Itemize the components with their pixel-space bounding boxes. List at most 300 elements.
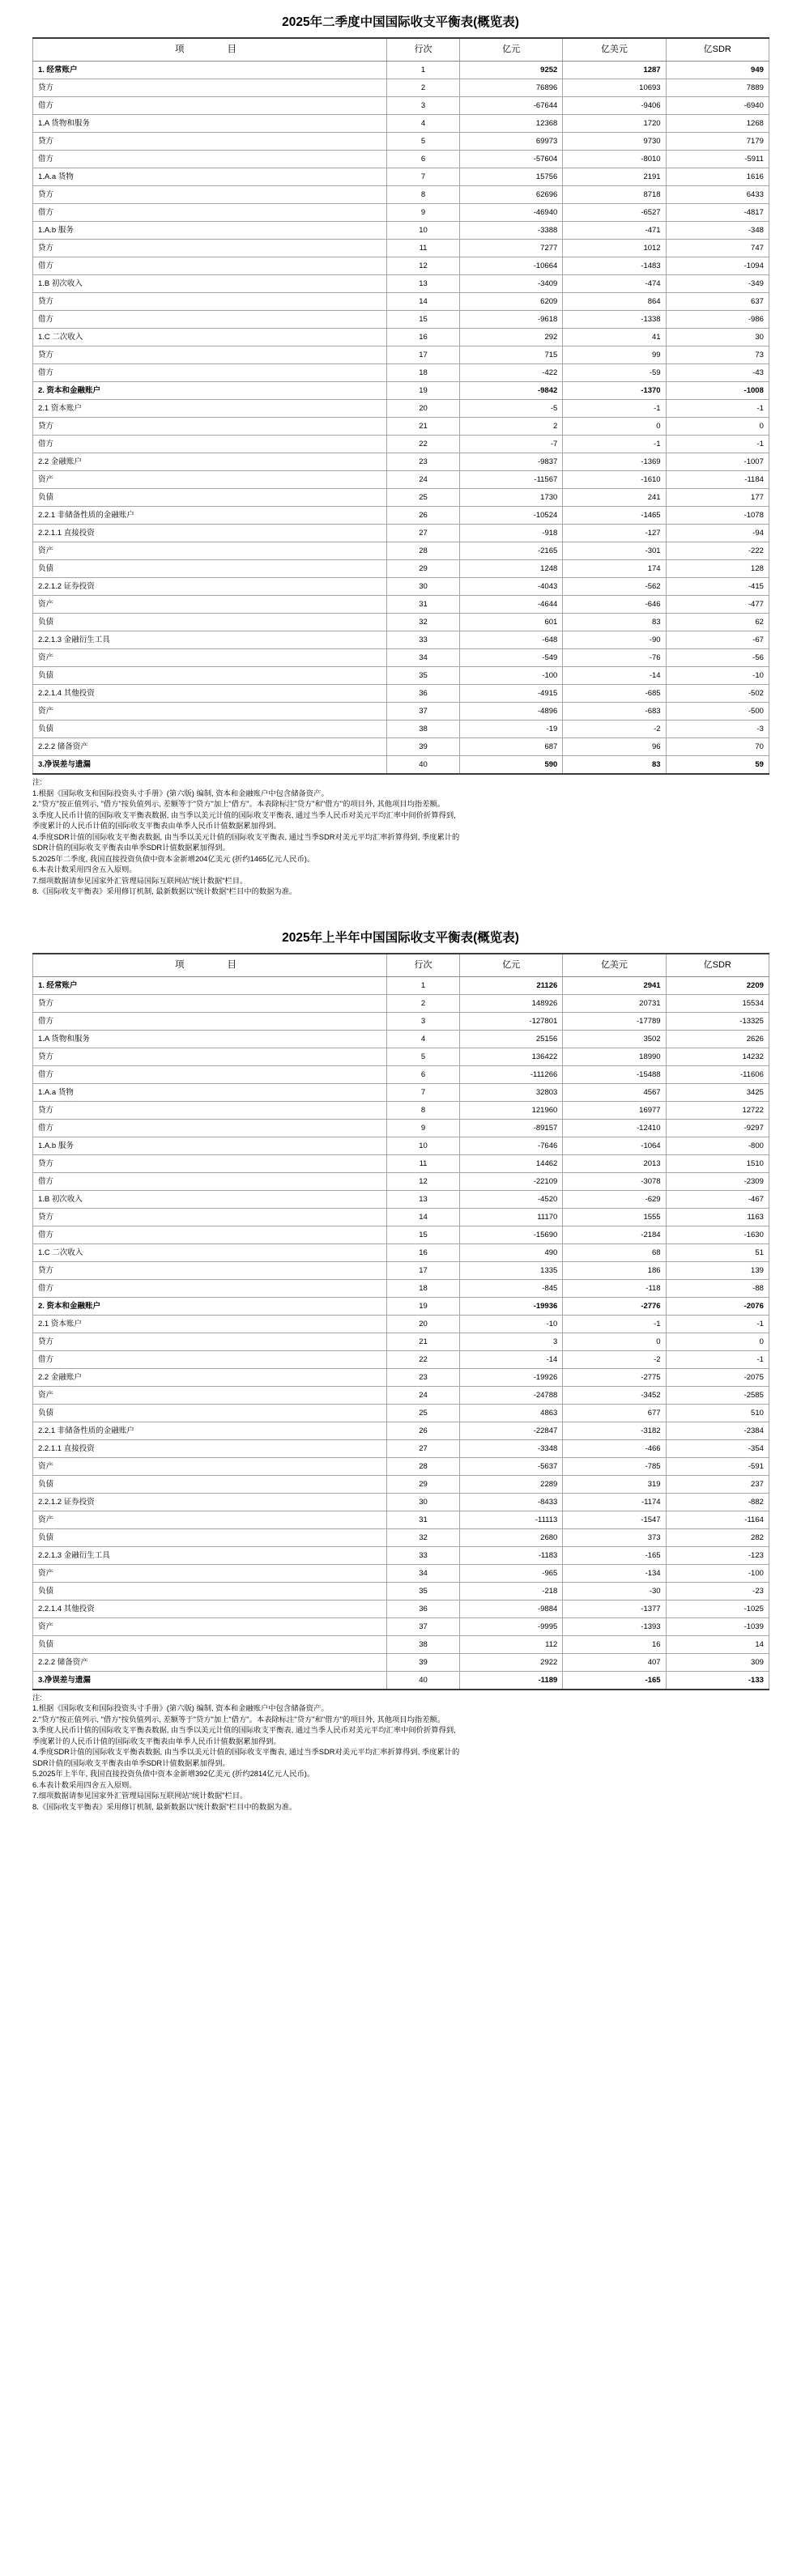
row-value-usd: 96 — [563, 738, 666, 756]
row-line-number: 37 — [387, 703, 460, 721]
row-line-number: 18 — [387, 1279, 460, 1297]
table-row — [33, 1208, 769, 1226]
table-row — [33, 1315, 769, 1333]
row-line-number: 19 — [387, 382, 460, 400]
column-header-sdr: 亿SDR — [666, 38, 769, 62]
row-item-label: 贷方 — [33, 346, 387, 364]
row-value-cny: -9837 — [460, 453, 563, 471]
row-line-number: 1 — [387, 62, 460, 79]
table-row — [33, 578, 769, 596]
bop-table-block — [0, 909, 801, 1813]
row-value-cny: 490 — [460, 1243, 563, 1261]
row-item-label: 2.2.1.3 金融衍生工具 — [33, 1546, 387, 1564]
table-row — [33, 1386, 769, 1404]
row-value-usd: -134 — [563, 1564, 666, 1582]
row-line-number: 40 — [387, 1671, 460, 1690]
note-line: 1.根据《国际收支和国际投资头寸手册》(第六版) 编制, 资本和金融账户中包含储备资产。 — [32, 789, 329, 797]
row-value-cny: 7277 — [460, 240, 563, 257]
table-row — [33, 1279, 769, 1297]
row-value-sdr: -500 — [666, 703, 769, 721]
row-line-number: 24 — [387, 1386, 460, 1404]
table-row — [33, 1083, 769, 1101]
row-value-sdr: -2075 — [666, 1368, 769, 1386]
row-item-label: 2.2.1.1 直接投资 — [33, 525, 387, 542]
row-value-sdr: 62 — [666, 614, 769, 631]
table-row — [33, 1653, 769, 1671]
row-value-sdr: -467 — [666, 1190, 769, 1208]
row-value-usd: 83 — [563, 756, 666, 775]
table-row — [33, 1600, 769, 1617]
row-item-label: 2.2.2 储备资产 — [33, 738, 387, 756]
table-row — [33, 1048, 769, 1065]
row-line-number: 17 — [387, 1261, 460, 1279]
column-header-cny: 亿元 — [460, 954, 563, 977]
row-item-label: 借方 — [33, 311, 387, 329]
row-item-label: 1.C 二次收入 — [33, 329, 387, 346]
row-line-number: 21 — [387, 418, 460, 436]
row-value-cny: 590 — [460, 756, 563, 775]
table-row — [33, 614, 769, 631]
row-line-number: 8 — [387, 1101, 460, 1119]
note-line: 1.根据《国际收支和国际投资头寸手册》(第六版) 编制, 资本和金融账户中包含储备资产。 — [32, 1704, 329, 1713]
row-value-cny: 715 — [460, 346, 563, 364]
row-value-sdr: 2626 — [666, 1030, 769, 1048]
row-value-cny: 1248 — [460, 560, 563, 578]
row-value-sdr: 14 — [666, 1635, 769, 1653]
row-value-sdr: -2585 — [666, 1386, 769, 1404]
row-value-cny: 112 — [460, 1635, 563, 1653]
row-line-number: 16 — [387, 329, 460, 346]
row-value-cny: -7 — [460, 436, 563, 453]
row-item-label: 贷方 — [33, 418, 387, 436]
row-item-label: 负债 — [33, 721, 387, 738]
row-value-sdr: 30 — [666, 329, 769, 346]
row-value-sdr: -1008 — [666, 382, 769, 400]
row-value-sdr: -43 — [666, 364, 769, 382]
row-value-sdr: -67 — [666, 631, 769, 649]
table-row — [33, 1137, 769, 1154]
table-row — [33, 382, 769, 400]
row-value-cny: -100 — [460, 667, 563, 685]
row-value-cny: -965 — [460, 1564, 563, 1582]
row-value-usd: -59 — [563, 364, 666, 382]
row-line-number: 39 — [387, 1653, 460, 1671]
row-item-label: 3.净误差与遗漏 — [33, 1671, 387, 1690]
row-value-usd: -30 — [563, 1582, 666, 1600]
table-row — [33, 560, 769, 578]
row-item-label: 资产 — [33, 1617, 387, 1635]
note-line: 7.细项数据请参见国家外汇管理局国际互联网站"统计数据"栏目。 — [32, 1792, 248, 1800]
row-value-usd: -1338 — [563, 311, 666, 329]
table-row — [33, 1333, 769, 1350]
row-value-cny: 2922 — [460, 1653, 563, 1671]
row-value-usd: -562 — [563, 578, 666, 596]
table-row — [33, 1190, 769, 1208]
row-value-sdr: 51 — [666, 1243, 769, 1261]
row-item-label: 借方 — [33, 1350, 387, 1368]
row-item-label: 2.2.1.4 其他投资 — [33, 1600, 387, 1617]
note-line: 3.季度人民币计值的国际收支平衡表数据, 由当季以美元计值的国际收支平衡表, 通过当季人民币对美元平均汇率中间价折算得到, — [32, 1726, 456, 1735]
row-value-usd: -1377 — [563, 1600, 666, 1617]
row-value-cny: -3388 — [460, 222, 563, 240]
row-value-usd: 174 — [563, 560, 666, 578]
table-row — [33, 364, 769, 382]
row-item-label: 2.2 金融账户 — [33, 1368, 387, 1386]
table-row — [33, 1030, 769, 1048]
note-line: 8.《国际收支平衡表》采用修订机制, 最新数据以"统计数据"栏目中的数据为准。 — [32, 1802, 297, 1811]
row-value-usd: 83 — [563, 614, 666, 631]
row-value-usd: -1393 — [563, 1617, 666, 1635]
row-value-cny: -10524 — [460, 507, 563, 525]
row-value-cny: 25156 — [460, 1030, 563, 1048]
row-value-usd: -2776 — [563, 1297, 666, 1315]
row-item-label: 2.1 资本账户 — [33, 1315, 387, 1333]
row-line-number: 4 — [387, 1030, 460, 1048]
table-title: 2025年二季度中国国际收支平衡表(概览表) — [282, 15, 519, 29]
row-item-label: 1.A.b 服务 — [33, 222, 387, 240]
row-line-number: 38 — [387, 1635, 460, 1653]
row-value-sdr: 949 — [666, 62, 769, 79]
row-value-usd: -2 — [563, 721, 666, 738]
row-item-label: 贷方 — [33, 1261, 387, 1279]
row-value-cny: -57604 — [460, 151, 563, 168]
row-value-sdr: 1163 — [666, 1208, 769, 1226]
notes-heading: 注: — [32, 778, 42, 787]
row-value-cny: -24788 — [460, 1386, 563, 1404]
row-value-sdr: 2209 — [666, 976, 769, 994]
row-value-cny: -648 — [460, 631, 563, 649]
row-item-label: 借方 — [33, 257, 387, 275]
table-row — [33, 756, 769, 775]
row-value-cny: 3 — [460, 1333, 563, 1350]
row-line-number: 12 — [387, 1172, 460, 1190]
table-row — [33, 257, 769, 275]
column-header-sdr: 亿SDR — [666, 954, 769, 977]
column-header-line-no: 行次 — [387, 38, 460, 62]
row-value-sdr: -1094 — [666, 257, 769, 275]
table-row — [33, 240, 769, 257]
row-value-usd: 20731 — [563, 994, 666, 1012]
row-value-sdr: 14232 — [666, 1048, 769, 1065]
row-value-usd: 0 — [563, 1333, 666, 1350]
row-value-usd: -9406 — [563, 97, 666, 115]
bop-table-block — [0, 0, 801, 909]
row-line-number: 16 — [387, 1243, 460, 1261]
row-value-usd: -471 — [563, 222, 666, 240]
row-value-usd: 16 — [563, 1635, 666, 1653]
table-row — [33, 418, 769, 436]
row-value-cny: -1183 — [460, 1546, 563, 1564]
row-line-number: 3 — [387, 97, 460, 115]
row-value-usd: -3078 — [563, 1172, 666, 1190]
row-value-cny: -22109 — [460, 1172, 563, 1190]
row-value-usd: 1555 — [563, 1208, 666, 1226]
row-line-number: 35 — [387, 667, 460, 685]
row-value-cny: 69973 — [460, 133, 563, 151]
table-row — [33, 293, 769, 311]
row-item-label: 1.A.a 货物 — [33, 1083, 387, 1101]
row-line-number: 13 — [387, 275, 460, 293]
table-row — [33, 1582, 769, 1600]
row-value-usd: -165 — [563, 1546, 666, 1564]
row-value-sdr: -2309 — [666, 1172, 769, 1190]
table-row — [33, 151, 769, 168]
row-value-cny: -8433 — [460, 1493, 563, 1511]
row-value-cny: -89157 — [460, 1119, 563, 1137]
table-row — [33, 1012, 769, 1030]
note-line: 4.季度SDR计值的国际收支平衡表数据, 由当季以美元计值的国际收支平衡表, 通过当季SDR对美元平均汇率折算得到, 季度累计的 — [32, 832, 460, 841]
row-value-usd: -127 — [563, 525, 666, 542]
row-value-sdr: -100 — [666, 1564, 769, 1582]
row-value-usd: -1483 — [563, 257, 666, 275]
row-value-cny: 601 — [460, 614, 563, 631]
row-line-number: 28 — [387, 542, 460, 560]
row-value-cny: -4644 — [460, 596, 563, 614]
row-value-cny: -22847 — [460, 1422, 563, 1439]
row-value-cny: -3409 — [460, 275, 563, 293]
row-value-cny: 15756 — [460, 168, 563, 186]
row-line-number: 12 — [387, 257, 460, 275]
balance-of-payments-table — [32, 37, 769, 775]
row-value-cny: 21126 — [460, 976, 563, 994]
row-value-sdr: 7889 — [666, 79, 769, 97]
row-line-number: 21 — [387, 1333, 460, 1350]
row-value-cny: -845 — [460, 1279, 563, 1297]
row-value-cny: -127801 — [460, 1012, 563, 1030]
row-value-usd: -17789 — [563, 1012, 666, 1030]
table-row — [33, 542, 769, 560]
row-value-sdr: -23 — [666, 1582, 769, 1600]
row-line-number: 30 — [387, 578, 460, 596]
row-value-cny: -9618 — [460, 311, 563, 329]
row-line-number: 3 — [387, 1012, 460, 1030]
row-line-number: 28 — [387, 1457, 460, 1475]
row-item-label: 资产 — [33, 542, 387, 560]
row-value-sdr: 0 — [666, 418, 769, 436]
table-row — [33, 1671, 769, 1690]
table-row — [33, 631, 769, 649]
table-row — [33, 1404, 769, 1422]
row-value-cny: 2289 — [460, 1475, 563, 1493]
row-value-cny: -4915 — [460, 685, 563, 703]
row-value-cny: -15690 — [460, 1226, 563, 1243]
row-item-label: 2.2.1.4 其他投资 — [33, 685, 387, 703]
row-value-sdr: -2076 — [666, 1297, 769, 1315]
row-line-number: 23 — [387, 453, 460, 471]
row-value-usd: 3502 — [563, 1030, 666, 1048]
row-value-cny: -9995 — [460, 1617, 563, 1635]
table-row — [33, 471, 769, 489]
row-value-usd: -1465 — [563, 507, 666, 525]
section-spacer — [32, 898, 769, 909]
row-value-sdr: 177 — [666, 489, 769, 507]
row-value-sdr: -9297 — [666, 1119, 769, 1137]
row-item-label: 借方 — [33, 1065, 387, 1083]
row-line-number: 18 — [387, 364, 460, 382]
row-value-usd: -76 — [563, 649, 666, 667]
row-value-sdr: -415 — [666, 578, 769, 596]
row-value-sdr: -349 — [666, 275, 769, 293]
row-value-sdr: -3 — [666, 721, 769, 738]
row-value-usd: -3452 — [563, 1386, 666, 1404]
row-item-label: 负债 — [33, 1635, 387, 1653]
row-item-label: 负债 — [33, 489, 387, 507]
row-value-sdr: 637 — [666, 293, 769, 311]
row-value-cny: -422 — [460, 364, 563, 382]
row-line-number: 13 — [387, 1190, 460, 1208]
row-value-sdr: -348 — [666, 222, 769, 240]
row-value-sdr: 309 — [666, 1653, 769, 1671]
row-value-sdr: 237 — [666, 1475, 769, 1493]
row-value-sdr: -1039 — [666, 1617, 769, 1635]
column-header-usd: 亿美元 — [563, 38, 666, 62]
row-value-sdr: -800 — [666, 1137, 769, 1154]
row-value-usd: -90 — [563, 631, 666, 649]
row-line-number: 37 — [387, 1617, 460, 1635]
table-row — [33, 596, 769, 614]
row-item-label: 借方 — [33, 1226, 387, 1243]
row-line-number: 14 — [387, 293, 460, 311]
row-value-usd: 99 — [563, 346, 666, 364]
row-item-label: 2.2.1.1 直接投资 — [33, 1439, 387, 1457]
row-value-cny: 62696 — [460, 186, 563, 204]
row-item-label: 贷方 — [33, 240, 387, 257]
row-value-usd: -1369 — [563, 453, 666, 471]
row-line-number: 15 — [387, 1226, 460, 1243]
row-value-cny: -19 — [460, 721, 563, 738]
row-line-number: 23 — [387, 1368, 460, 1386]
row-value-sdr: 282 — [666, 1528, 769, 1546]
column-header-item: 项 目 — [33, 38, 387, 62]
row-item-label: 负债 — [33, 667, 387, 685]
table-row — [33, 525, 769, 542]
row-item-label: 1.A 货物和服务 — [33, 115, 387, 133]
row-item-label: 贷方 — [33, 1048, 387, 1065]
row-value-usd: 68 — [563, 1243, 666, 1261]
table-row — [33, 1261, 769, 1279]
row-value-sdr: 15534 — [666, 994, 769, 1012]
table-row — [33, 976, 769, 994]
row-value-cny: 1335 — [460, 1261, 563, 1279]
row-item-label: 借方 — [33, 436, 387, 453]
row-line-number: 4 — [387, 115, 460, 133]
row-value-cny: -5637 — [460, 1457, 563, 1475]
row-value-sdr: 3425 — [666, 1083, 769, 1101]
note-line: 5.2025年上半年, 我国直接投资负债中资本金新增392亿美元 (折约2814亿元人民币)。 — [32, 1770, 315, 1779]
row-item-label: 借方 — [33, 97, 387, 115]
table-row — [33, 97, 769, 115]
row-item-label: 贷方 — [33, 994, 387, 1012]
table-row — [33, 186, 769, 204]
row-value-sdr: 747 — [666, 240, 769, 257]
row-line-number: 25 — [387, 1404, 460, 1422]
row-line-number: 8 — [387, 186, 460, 204]
row-value-cny: 76896 — [460, 79, 563, 97]
row-value-sdr: 139 — [666, 1261, 769, 1279]
note-line: 3.季度人民币计值的国际收支平衡表数据, 由当季以美元计值的国际收支平衡表, 通过当季人民币对美元平均汇率中间价折算得到, — [32, 810, 456, 819]
note-line: SDR计值的国际收支平衡表由单季SDR计值数据累加得到。 — [32, 1758, 230, 1767]
row-value-sdr: -1 — [666, 436, 769, 453]
row-value-cny: 148926 — [460, 994, 563, 1012]
row-value-usd: -8010 — [563, 151, 666, 168]
row-item-label: 2.2.2 储备资产 — [33, 1653, 387, 1671]
row-item-label: 资产 — [33, 1511, 387, 1528]
row-value-cny: -11113 — [460, 1511, 563, 1528]
row-line-number: 25 — [387, 489, 460, 507]
row-value-cny: -5 — [460, 400, 563, 418]
row-item-label: 资产 — [33, 649, 387, 667]
row-value-cny: -46940 — [460, 204, 563, 222]
row-value-sdr: -94 — [666, 525, 769, 542]
row-value-usd: -2775 — [563, 1368, 666, 1386]
row-item-label: 3.净误差与遗漏 — [33, 756, 387, 775]
note-line: 2."贷方"按正值列示, "借方"按负值列示, 差额等于"贷方"加上"借方"。本表除标注"贷方"和"借方"的项目外, 其他项目均指差额。 — [32, 1715, 445, 1724]
row-line-number: 19 — [387, 1297, 460, 1315]
row-value-usd: 10693 — [563, 79, 666, 97]
note-line: 6.本表计数采用四舍五入原则。 — [32, 1780, 137, 1789]
row-value-sdr: 59 — [666, 756, 769, 775]
table-row — [33, 400, 769, 418]
table-row — [33, 703, 769, 721]
row-value-usd: -3182 — [563, 1422, 666, 1439]
row-value-sdr: -1 — [666, 1315, 769, 1333]
row-value-usd: 2013 — [563, 1154, 666, 1172]
row-value-cny: 2680 — [460, 1528, 563, 1546]
row-value-cny: 9252 — [460, 62, 563, 79]
row-value-usd: 16977 — [563, 1101, 666, 1119]
row-line-number: 34 — [387, 649, 460, 667]
row-item-label: 负债 — [33, 1404, 387, 1422]
row-item-label: 贷方 — [33, 1154, 387, 1172]
column-header-line-no: 行次 — [387, 954, 460, 977]
row-value-cny: -9884 — [460, 1600, 563, 1617]
row-value-cny: -218 — [460, 1582, 563, 1600]
row-value-sdr: -2384 — [666, 1422, 769, 1439]
row-value-cny: 121960 — [460, 1101, 563, 1119]
row-value-sdr: -1025 — [666, 1600, 769, 1617]
table-row — [33, 1297, 769, 1315]
row-value-usd: -629 — [563, 1190, 666, 1208]
row-value-usd: -1610 — [563, 471, 666, 489]
table-title: 2025年上半年中国国际收支平衡表(概览表) — [282, 930, 519, 945]
row-value-usd: -1 — [563, 436, 666, 453]
row-value-sdr: -477 — [666, 596, 769, 614]
row-value-usd: 0 — [563, 418, 666, 436]
row-value-cny: -4520 — [460, 1190, 563, 1208]
row-value-usd: -14 — [563, 667, 666, 685]
row-line-number: 10 — [387, 1137, 460, 1154]
table-row — [33, 507, 769, 525]
row-item-label: 借方 — [33, 364, 387, 382]
row-value-usd: -15488 — [563, 1065, 666, 1083]
note-line: 5.2025年二季度, 我国直接投资负债中资本金新增204亿美元 (折约1465亿元人民币)。 — [32, 854, 315, 863]
row-value-sdr: -1 — [666, 400, 769, 418]
table-row — [33, 1226, 769, 1243]
row-value-cny: 136422 — [460, 1048, 563, 1065]
row-value-sdr: -1164 — [666, 1511, 769, 1528]
row-line-number: 22 — [387, 1350, 460, 1368]
table-row — [33, 1457, 769, 1475]
row-line-number: 9 — [387, 1119, 460, 1137]
row-value-cny: 14462 — [460, 1154, 563, 1172]
note-line: 季度累计的人民币计值的国际收支平衡表由单季人民币计值数据累加得到。 — [32, 1736, 281, 1745]
row-value-sdr: 1510 — [666, 1154, 769, 1172]
row-value-usd: 677 — [563, 1404, 666, 1422]
row-value-cny: -14 — [460, 1350, 563, 1368]
row-item-label: 1.A 货物和服务 — [33, 1030, 387, 1048]
row-line-number: 20 — [387, 400, 460, 418]
row-item-label: 2.2 金融账户 — [33, 453, 387, 471]
